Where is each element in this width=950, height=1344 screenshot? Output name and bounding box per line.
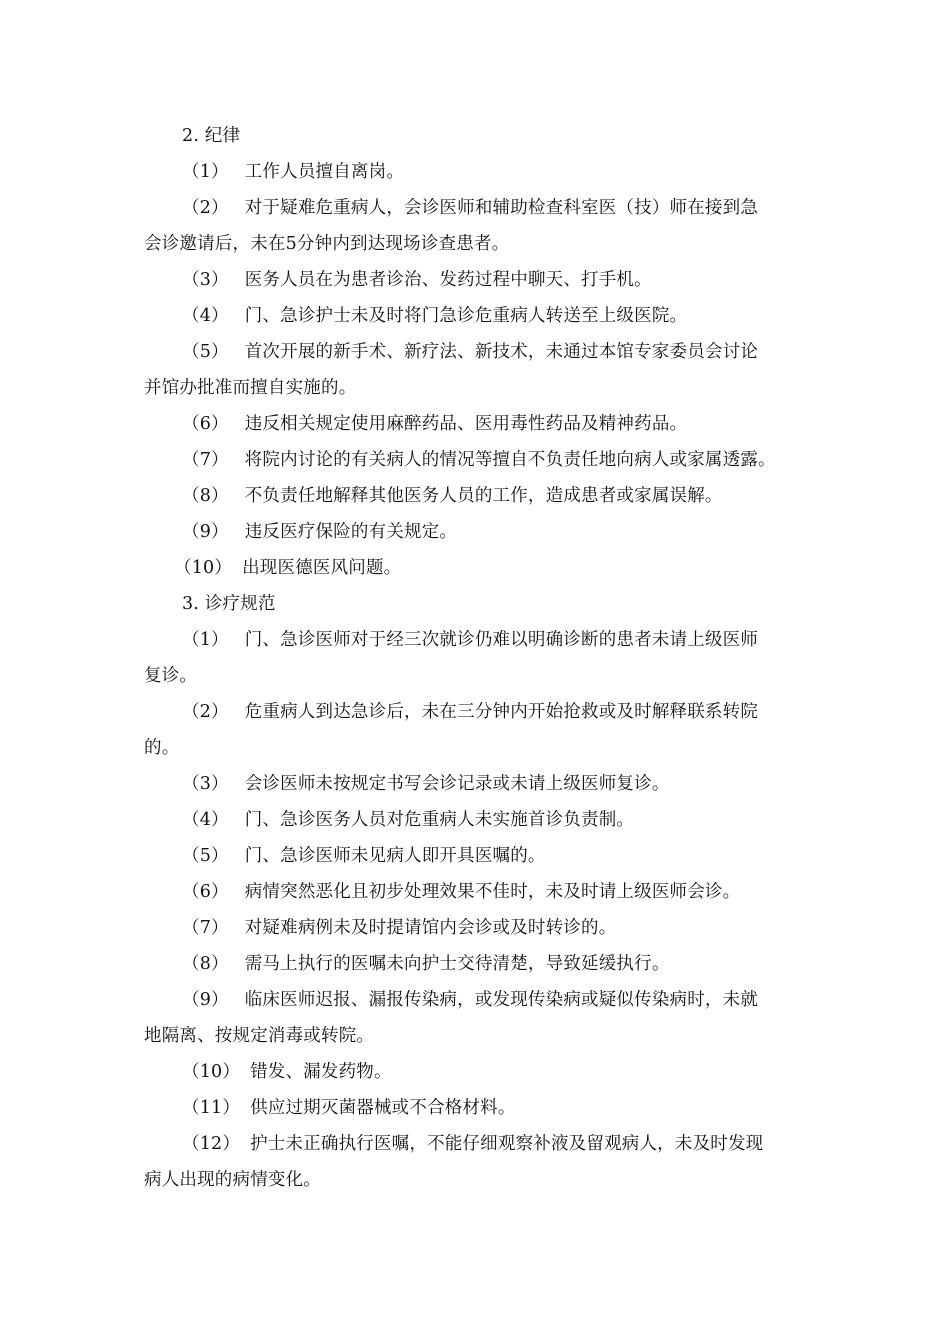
item-number: （10） xyxy=(182,1062,241,1082)
item-number: （7） xyxy=(182,450,229,470)
item-number: （7） xyxy=(182,918,229,938)
item-text: 需马上执行的医嘱未向护士交待清楚，导致延缓执行。 xyxy=(244,954,670,974)
item-number: （4） xyxy=(182,306,229,326)
item-number: （9） xyxy=(182,522,229,542)
section-heading: 3. 诊疗规范 xyxy=(182,594,276,614)
item-text: 会诊医师未按规定书写会诊记录或未请上级医师复诊。 xyxy=(244,774,670,794)
item-number: （6） xyxy=(182,414,229,434)
list-item xyxy=(144,442,808,478)
item-text-continued: 并馆办批准而擅自实施的。 xyxy=(144,378,357,398)
item-text: 门、急诊医务人员对危重病人未实施首诊负责制。 xyxy=(244,810,635,830)
list-item xyxy=(144,982,808,1054)
item-text: 门、急诊医师对于经三次就诊仍难以明确诊断的患者未请上级医师 xyxy=(244,630,759,650)
item-text-continued: 地隔离、按规定消毒或转院。 xyxy=(144,1026,375,1046)
item-text: 对于疑难危重病人，会诊医师和辅助检查科室医（技）师在接到急 xyxy=(244,198,759,218)
item-number: （9） xyxy=(182,990,229,1010)
item-number: （2） xyxy=(182,198,229,218)
item-text: 对疑难病例未及时提请馆内会诊或及时转诊的。 xyxy=(244,918,617,938)
item-text: 门、急诊护士未及时将门急诊危重病人转送至上级医院。 xyxy=(244,306,688,326)
item-number: （6） xyxy=(182,882,229,902)
item-number: （2） xyxy=(182,702,229,722)
list-item xyxy=(144,154,808,190)
item-number: （3） xyxy=(182,774,229,794)
item-number: （3） xyxy=(182,270,229,290)
list-item xyxy=(144,1126,808,1198)
list-item xyxy=(144,910,808,946)
item-text: 违反医疗保险的有关规定。 xyxy=(244,522,458,542)
list-item xyxy=(144,1054,808,1090)
item-text: 临床医师迟报、漏报传染病，或发现传染病或疑似传染病时，未就 xyxy=(244,990,759,1010)
document-body xyxy=(144,118,808,1198)
list-item xyxy=(144,550,808,586)
item-number: （8） xyxy=(182,954,229,974)
item-number: （12） xyxy=(182,1134,241,1154)
item-number: （5） xyxy=(182,846,229,866)
item-text: 首次开展的新手术、新疗法、新技术，未通过本馆专家委员会讨论 xyxy=(244,342,759,362)
item-number: （8） xyxy=(182,486,229,506)
item-text: 医务人员在为患者诊治、发药过程中聊天、打手机。 xyxy=(244,270,652,290)
item-text: 错发、漏发药物。 xyxy=(250,1062,392,1082)
item-text: 供应过期灭菌器械或不合格材料。 xyxy=(250,1098,516,1118)
item-text: 出现医德医风问题。 xyxy=(242,558,402,578)
list-item xyxy=(144,802,808,838)
list-item xyxy=(144,262,808,298)
list-item xyxy=(144,946,808,982)
list-item xyxy=(144,838,808,874)
list-item xyxy=(144,622,808,694)
item-text: 违反相关规定使用麻醉药品、医用毒性药品及精神药品。 xyxy=(244,414,688,434)
list-item xyxy=(144,478,808,514)
item-text: 工作人员擅自离岗。 xyxy=(244,162,405,182)
item-number: （5） xyxy=(182,342,229,362)
list-item xyxy=(144,694,808,766)
item-text-continued: 会诊邀请后，未在5分钟内到达现场诊查患者。 xyxy=(144,234,510,254)
list-item xyxy=(144,190,808,262)
list-item xyxy=(144,334,808,406)
item-number: （11） xyxy=(182,1098,241,1118)
list-item xyxy=(144,874,808,910)
item-number: （1） xyxy=(182,630,229,650)
list-item xyxy=(144,1090,808,1126)
item-text: 护士未正确执行医嘱，不能仔细观察补液及留观病人，未及时发现 xyxy=(250,1134,764,1154)
item-text: 门、急诊医师未见病人即开具医嘱的。 xyxy=(244,846,546,866)
item-text: 不负责任地解释其他医务人员的工作，造成患者或家属误解。 xyxy=(244,486,723,506)
item-text: 危重病人到达急诊后，未在三分钟内开始抢救或及时解释联系转院 xyxy=(244,702,759,722)
list-item xyxy=(144,298,808,334)
list-item xyxy=(144,766,808,802)
item-text-continued: 病人出现的病情变化。 xyxy=(144,1170,321,1190)
item-number: （4） xyxy=(182,810,229,830)
item-number: （1） xyxy=(182,162,229,182)
section-heading: 2. 纪律 xyxy=(182,126,241,146)
item-text: 病情突然恶化且初步处理效果不佳时，未及时请上级医师会诊。 xyxy=(244,882,741,902)
list-item xyxy=(144,514,808,550)
item-text: 将院内讨论的有关病人的情况等擅自不负责任地向病人或家属透露。 xyxy=(244,450,776,470)
item-text-continued: 复诊。 xyxy=(144,666,198,686)
item-text-continued: 的。 xyxy=(144,738,180,758)
list-item xyxy=(144,406,808,442)
item-number: （10） xyxy=(174,558,233,578)
